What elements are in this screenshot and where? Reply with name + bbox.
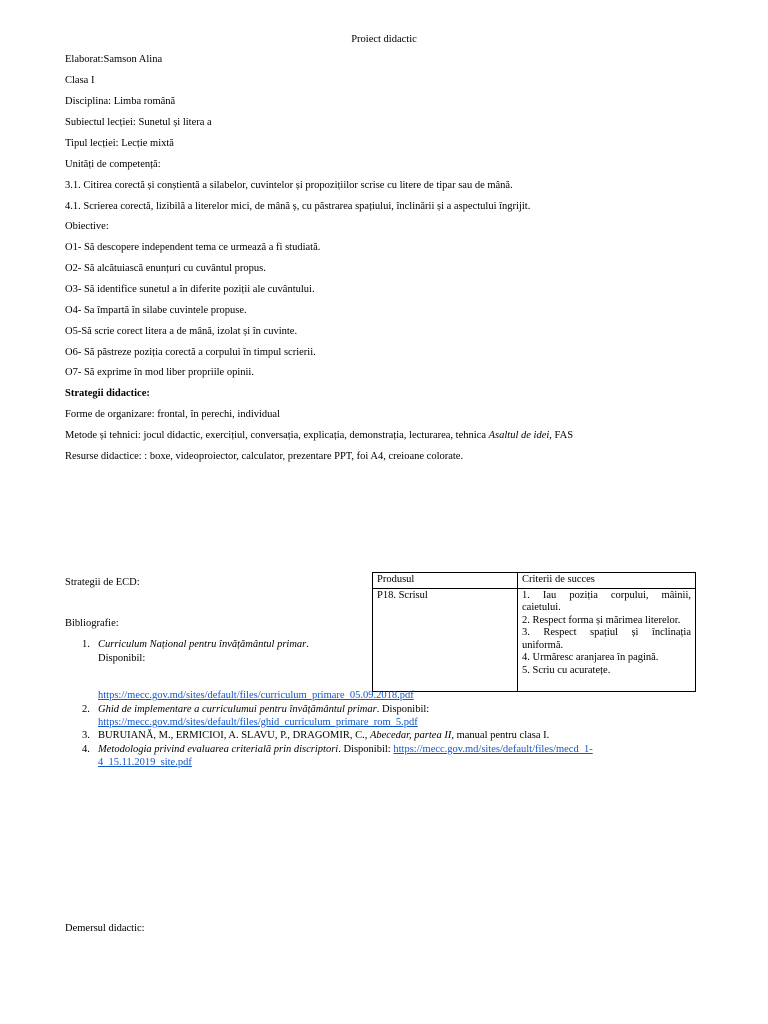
bib-item (98, 729, 549, 742)
bib-link-text[interactable]: https://mecc.gov.md/sites/default/files/mecd_1- (393, 744, 593, 755)
bib-text: BURUIANĂ, M., ERMICIOI, A. SLAVU, P., DRAGOMIR, C., (98, 730, 370, 741)
bib-link[interactable] (98, 689, 414, 702)
objective-item: O7- Să exprime în mod liber propriile opinii. (65, 367, 254, 378)
methods-line (65, 429, 573, 442)
bib-item (98, 703, 429, 716)
bib-text: . (306, 639, 309, 650)
bib-title: Abecedar, partea II (369, 730, 452, 741)
criteria-line: 3. Respect spațiul și înclinația (522, 627, 691, 638)
criteria-line: uniformă. (522, 639, 564, 651)
subject-line: Subiectul lecției: Sunetul și litera a (65, 117, 212, 128)
methods-italic: Asaltul de idei (488, 430, 550, 441)
methods-text: Metode și tehnici: jocul didactic, exercițiul, conversația, explicația, demonstrația, lecturarea, tehnica (65, 430, 489, 441)
resources-line: Resurse didactice: : boxe, videoproiector, calculator, prezentare PPT, foi A4, creioane colorate. (65, 451, 464, 462)
competences-heading: Unități de competență: (65, 159, 161, 170)
bib-link-text[interactable]: 4_15.11.2019_site.pdf (98, 757, 192, 768)
bib-item (98, 638, 309, 651)
product-cell: P18. Scrisul (373, 588, 518, 691)
bib-available: Disponibil: (98, 653, 146, 664)
bib-title: Metodologia privind evaluarea criterială prin discriptori (98, 744, 339, 755)
class-line: Clasa I (65, 75, 95, 86)
criteria-line: 1. Iau poziția corpului, mâinii, (522, 589, 691, 601)
table-header-cell: Produsul (373, 573, 518, 589)
bib-link[interactable] (98, 716, 418, 729)
bib-number: 2. (82, 704, 90, 715)
criteria-line: caietului. (522, 602, 561, 613)
lesson-type-line: Tipul lecției: Lecție mixtă (65, 138, 174, 149)
objective-item: O4- Sa împartă în silabe cuvintele propuse. (65, 305, 247, 316)
table-header-cell: Criterii de succes (518, 573, 696, 589)
bib-number: 3. (82, 730, 90, 741)
organization-forms: Forme de organizare: frontal, în perechi, individual (65, 409, 280, 420)
objective-item: O6- Să păstreze poziția corectă a corpului în timpul scrierii. (65, 347, 316, 358)
bib-title: Ghid de implementare a curriculumui pentru învățământul primar (98, 704, 377, 715)
author-line: Elaborat:Samson Alina (65, 54, 163, 65)
page-title: Proiect didactic (351, 34, 417, 45)
competence-item: 4.1. Scrierea corectă, lizibilă a literelor mici, de mână ș, cu păstrarea spațiului, înclinării și a aspectului îngrijit. (65, 201, 531, 212)
discipline-line: Disciplina: Limba română (65, 96, 176, 107)
bib-text: , manual pentru clasa I. (451, 730, 550, 741)
success-criteria-table (372, 572, 696, 692)
objectives-heading: Obiective: (65, 221, 109, 232)
table-header-row (373, 573, 696, 589)
methods-suffix: , FAS (549, 430, 574, 441)
table-row (373, 588, 696, 691)
criteria-line: 5. Scriu cu acuratețe. (522, 664, 611, 676)
criteria-line: 2. Respect forma și mărimea literelor. (522, 614, 681, 626)
bib-link-text[interactable]: https://mecc.gov.md/sites/default/files/ghid_curriculum_primare_rom_5.pdf (98, 717, 418, 728)
bib-link[interactable] (98, 756, 192, 769)
objective-item: O5-Să scrie corect litera a de mână, izolat și în cuvinte. (65, 326, 298, 337)
objective-item: O2- Să alcătuiască enunțuri cu cuvântul propus. (65, 263, 266, 274)
bib-link-text[interactable]: https://mecc.gov.md/sites/default/files/curriculum_primare_05.09.2018.pdf (98, 690, 414, 701)
competence-item: 3.1. Citirea corectă și conștientă a silabelor, cuvintelor și propozițiilor scrise cu litere de tipar sau de mână. (65, 180, 513, 191)
objective-item: O1- Să descopere independent tema ce urmează a fi studiată. (65, 242, 321, 253)
bib-text: . Disponibil: (338, 744, 394, 755)
strategies-heading: Strategii didactice: (65, 388, 150, 399)
bib-title: Curriculum Național pentru învățământul primar (98, 639, 307, 650)
bib-text: . Disponibil: (376, 704, 430, 715)
objective-item: O3- Să identifice sunetul a în diferite poziții ale cuvântului. (65, 284, 315, 295)
criteria-line: 4. Urmăresc aranjarea în pagină. (522, 652, 659, 663)
bib-number: 4. (82, 744, 90, 755)
bib-item (98, 743, 593, 756)
demers-label: Demersul didactic: (65, 923, 145, 934)
bib-number: 1. (82, 639, 90, 650)
criteria-cell (518, 588, 696, 691)
bibliography-heading: Bibliografie: (65, 618, 119, 629)
ecd-label: Strategii de ECD: (65, 577, 140, 588)
